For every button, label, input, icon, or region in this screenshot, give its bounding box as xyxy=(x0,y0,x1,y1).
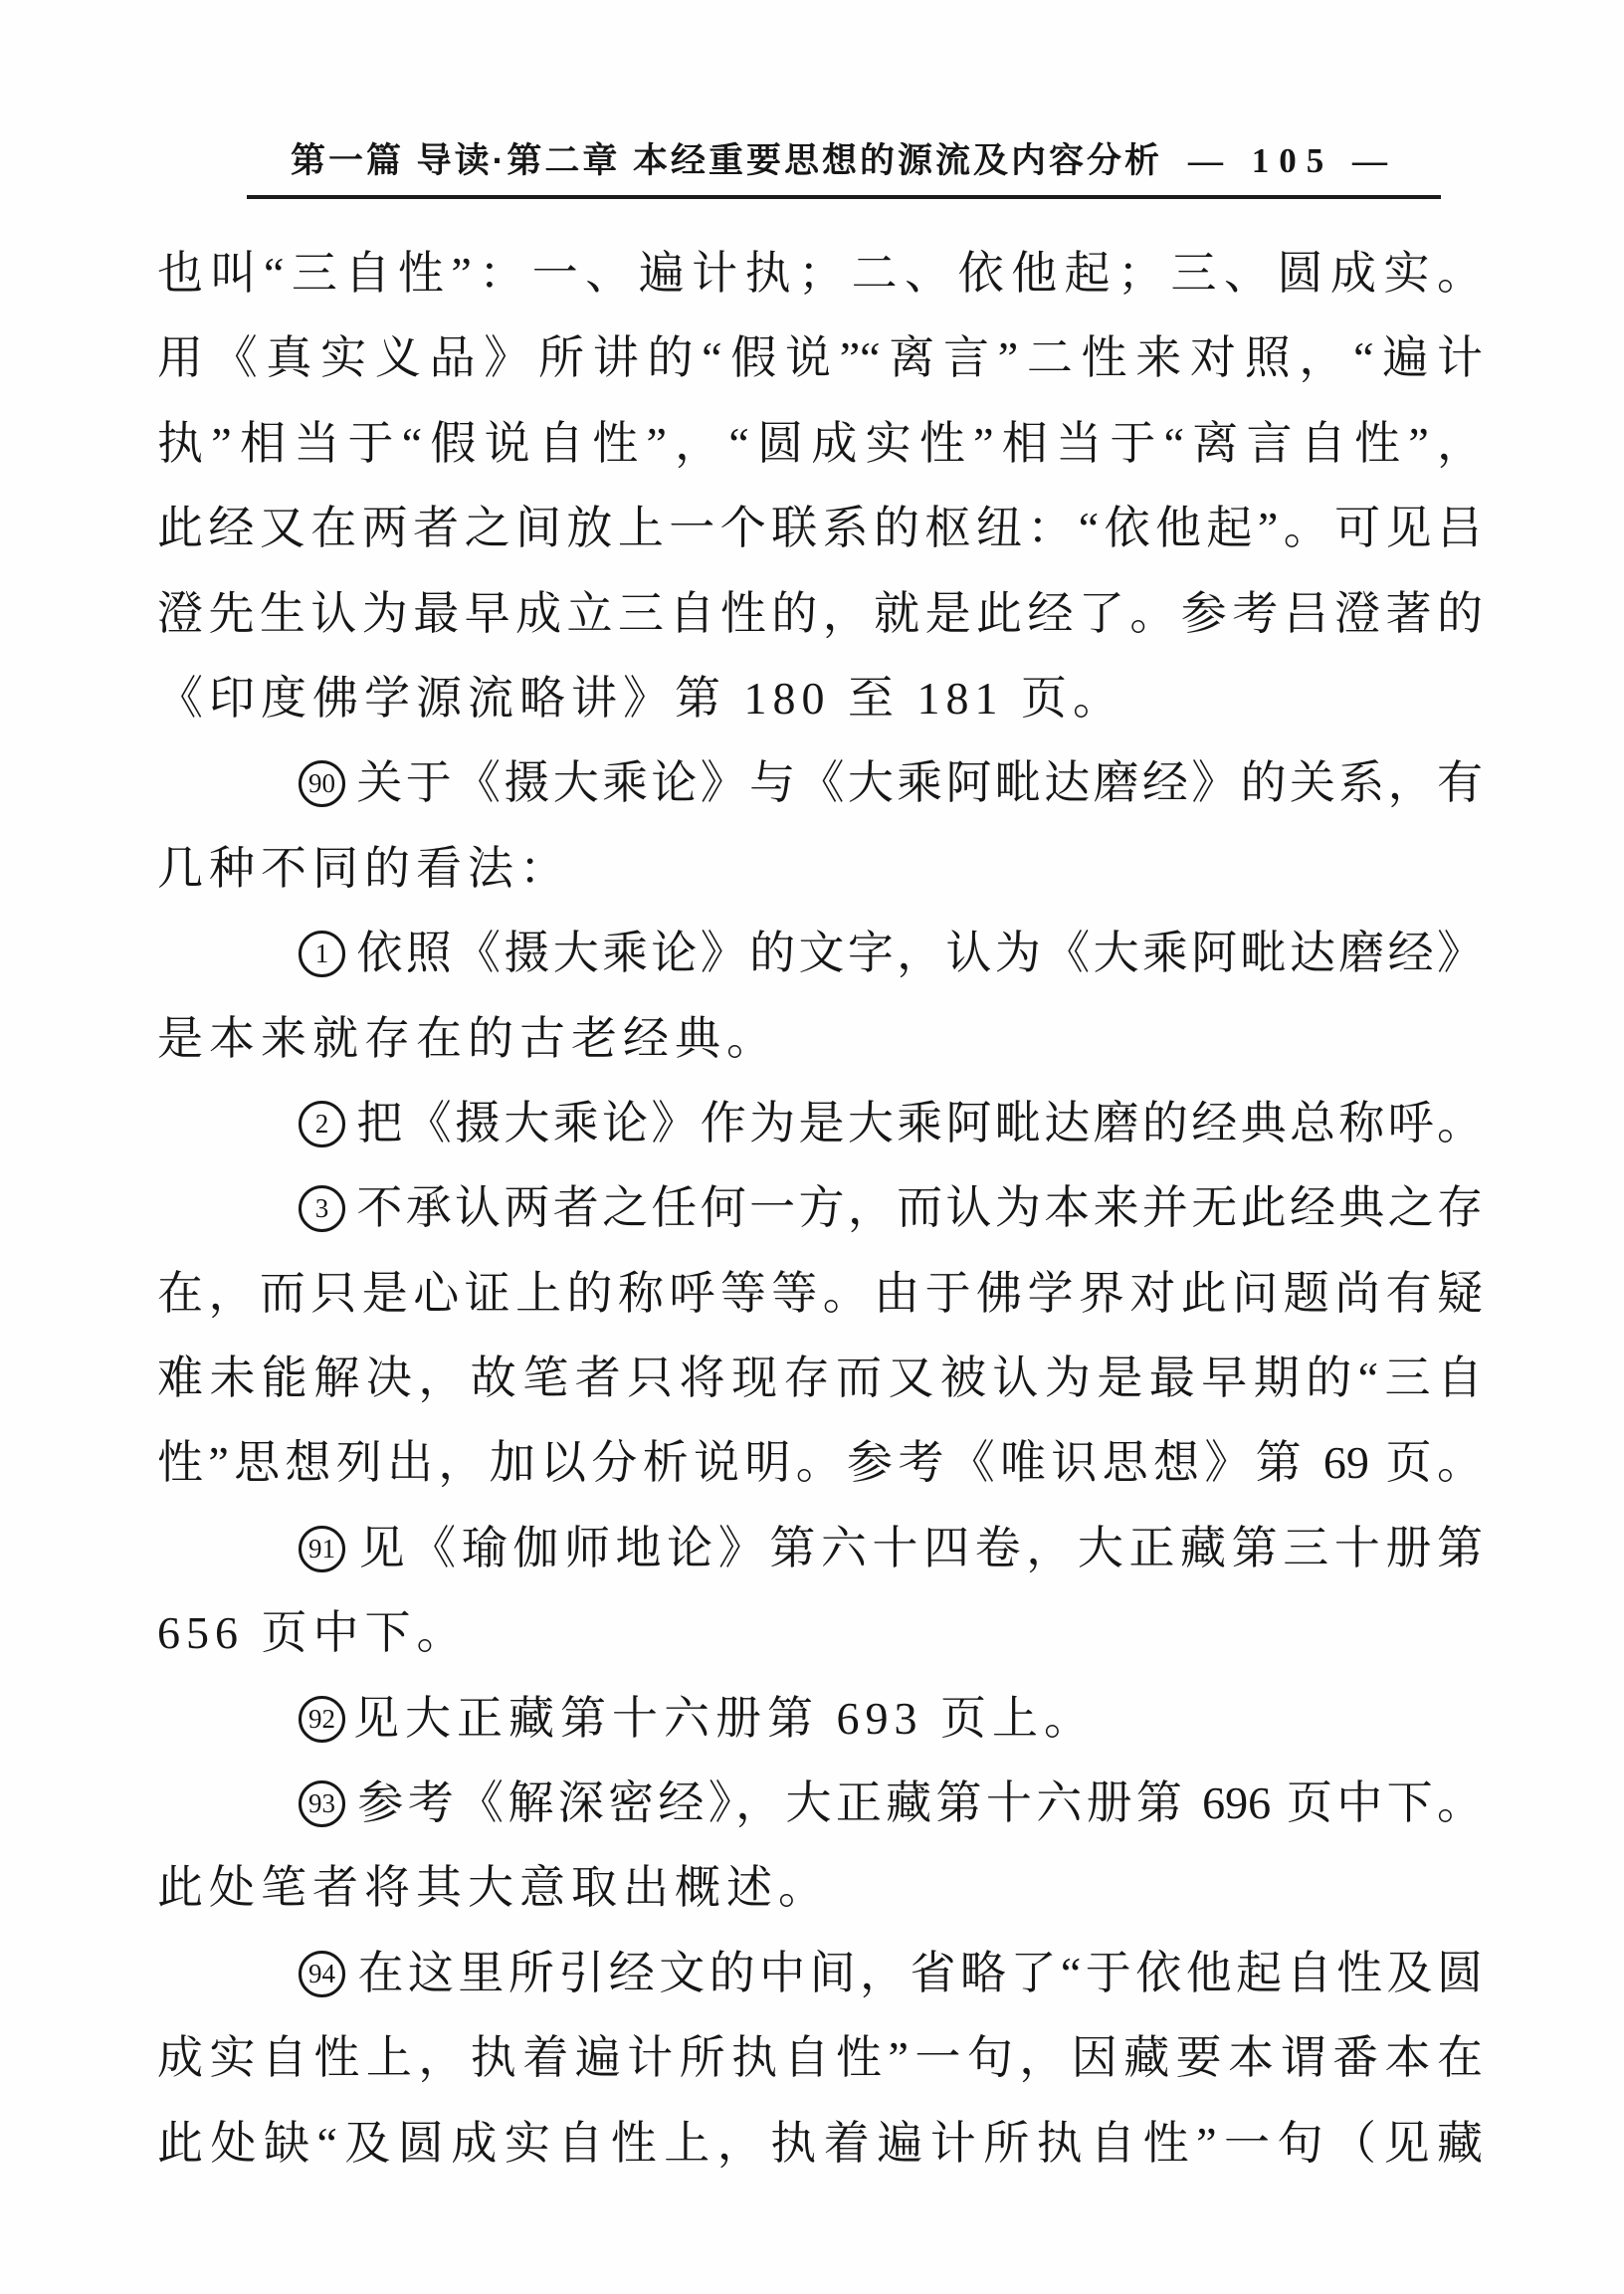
circled-marker: 3 xyxy=(299,1185,345,1232)
text-line xyxy=(157,1251,1483,1336)
text-line xyxy=(157,401,1483,486)
circled-marker: 2 xyxy=(299,1101,345,1147)
line-text: 在，而只是心证上的称呼等等。由于佛学界对此问题尚有疑 xyxy=(157,1267,1483,1319)
footnote-line xyxy=(157,1676,1483,1761)
text-line xyxy=(157,486,1483,570)
line-text: 不承认两者之任何一方，而认为本来并无此经典之存 xyxy=(353,1182,1483,1234)
line-text: 见大正藏第十六册第 693 页上。 xyxy=(353,1692,1096,1744)
circled-marker: 91 xyxy=(299,1526,345,1572)
circled-marker: 94 xyxy=(299,1951,345,1997)
line-text: 是本来就存在的古老经典。 xyxy=(157,1012,778,1064)
line-text: 见《瑜伽师地论》第六十四卷，大正藏第三十册第 xyxy=(353,1522,1483,1573)
line-text: 此经又在两者之间放上一个联系的枢纽：“依他起”。可见吕 xyxy=(157,503,1483,554)
line-text: 性”思想列出，加以分析说明。参考《唯识思想》第 69 页。 xyxy=(157,1437,1483,1489)
line-text: 依照《摄大乘论》的文字，认为《大乘阿毗达磨经》 xyxy=(353,928,1483,979)
footnote-line xyxy=(157,740,1483,825)
line-text: 难未能解决，故笔者只将现存而又被认为是最早期的“三自 xyxy=(157,1353,1483,1404)
line-text: 澄先生认为最早成立三自性的，就是此经了。参考吕澄著的 xyxy=(157,587,1483,639)
circled-marker: 92 xyxy=(299,1696,345,1743)
line-text: 用《真实义品》所讲的“假说”“离言”二性来对照，“遍计 xyxy=(157,332,1483,384)
text-line xyxy=(157,2015,1483,2100)
line-text: 此处笔者将其大意取出概述。 xyxy=(157,1862,830,1914)
list-item-line xyxy=(157,1165,1483,1250)
text-line xyxy=(157,826,1483,911)
footnote-line xyxy=(157,1931,1483,2015)
line-text: 《印度佛学源流略讲》第 180 至 181 页。 xyxy=(157,672,1124,724)
text-line xyxy=(157,1336,1483,1420)
text-line xyxy=(157,1845,1483,1930)
text-line xyxy=(157,571,1483,656)
footnote-line xyxy=(157,1761,1483,1845)
text-line xyxy=(157,1590,1483,1675)
line-text: 成实自性上，执着遍计所执自性”一句，因藏要本谓番本在 xyxy=(157,2032,1483,2084)
line-text: 656 页中下。 xyxy=(157,1607,469,1659)
footnote-line xyxy=(157,1506,1483,1590)
text-line xyxy=(157,231,1483,315)
line-text: 此处缺“及圆成实自性上，执着遍计所执自性”一句（见藏 xyxy=(157,2117,1483,2169)
running-header xyxy=(247,133,1441,199)
text-line xyxy=(157,2101,1483,2186)
text-line xyxy=(157,996,1483,1081)
list-item-line xyxy=(157,1081,1483,1165)
circled-marker: 90 xyxy=(299,760,345,807)
circled-marker: 1 xyxy=(299,931,345,977)
text-line xyxy=(157,315,1483,400)
list-item-line xyxy=(157,911,1483,995)
line-text: 也叫“三自性”：一、遍计执；二、依他起；三、圆成实。 xyxy=(157,248,1483,299)
line-text: 几种不同的看法： xyxy=(157,842,571,894)
line-text: 关于《摄大乘论》与《大乘阿毗达磨经》的关系，有 xyxy=(353,757,1483,809)
line-text: 把《摄大乘论》作为是大乘阿毗达磨的经典总称呼。 xyxy=(353,1097,1483,1148)
line-text: 执”相当于“假说自性”，“圆成实性”相当于“离言自性”， xyxy=(157,417,1483,469)
body-text xyxy=(157,231,1483,2186)
circled-marker: 93 xyxy=(299,1780,345,1827)
header-title: 第一篇 导读·第二章 本经重要思想的源流及内容分析 xyxy=(290,141,1163,180)
text-line xyxy=(157,656,1483,740)
page-number: — 105 — xyxy=(1188,141,1398,180)
line-text: 参考《解深密经》，大正藏第十六册第 696 页中下。 xyxy=(353,1777,1483,1829)
line-text: 在这里所引经文的中间，省略了“于依他起自性及圆 xyxy=(353,1947,1483,1998)
text-line xyxy=(157,1420,1483,1505)
